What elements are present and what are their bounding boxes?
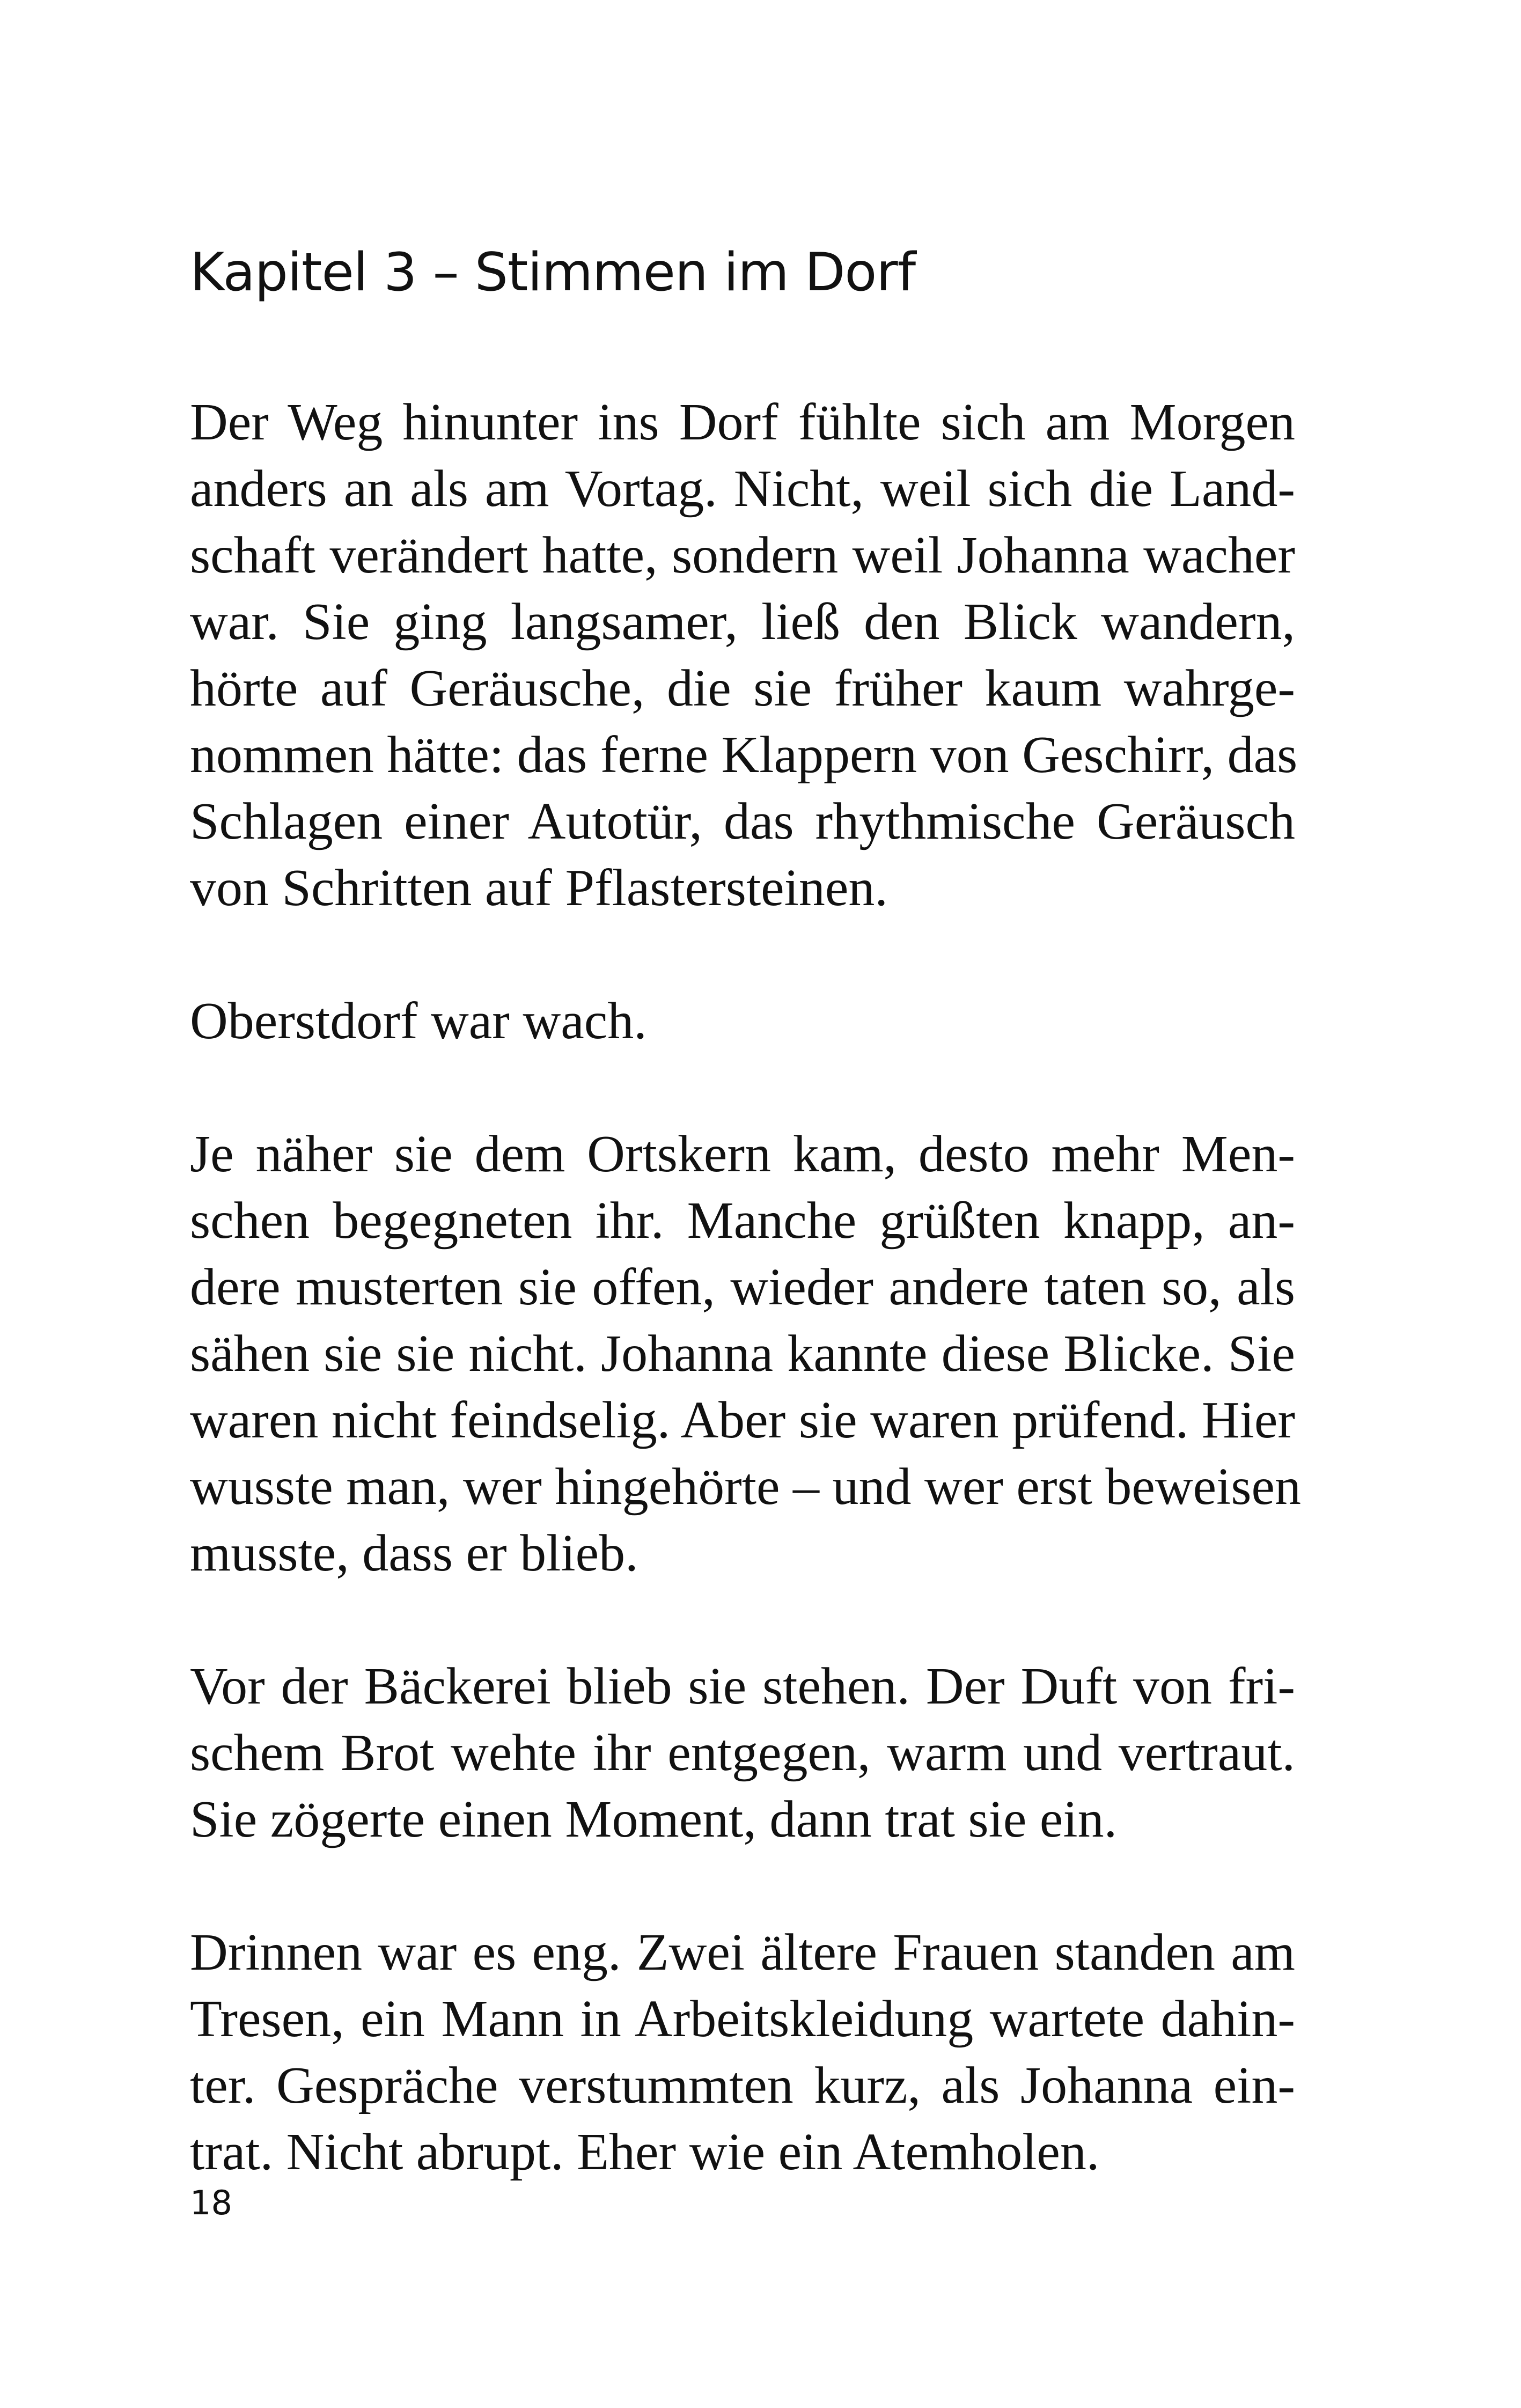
text-line: von Schritten auf Pflastersteinen. [190,859,888,917]
paragraph-2 [190,988,1295,1054]
text-line: Oberstdorf war wach. [190,992,647,1050]
text-line: trat. Nicht abrupt. Eher wie ein Atemholen. [190,2123,1100,2181]
text-line: sähen sie sie nicht. Johanna kannte diese Blicke. Sie [190,1325,1295,1383]
text-line: schem Brot wehte ihr entgegen, warm und vertraut. [190,1724,1295,1782]
text-line: ter. Gespräche verstummten kurz, als Johanna ein- [190,2057,1295,2115]
text-line: schaft verändert hatte, sondern weil Johanna wacher [190,526,1295,584]
body-text [190,389,1302,2252]
text-line: nommen hätte: das ferne Klappern von Geschirr, das [190,726,1298,784]
text-line: war. Sie ging langsamer, ließ den Blick wandern, [190,593,1295,651]
paragraph-4 [190,1653,1295,1853]
text-line: musste, dass er blieb. [190,1524,638,1582]
text-line: Schlagen einer Autotür, das rhythmische Geräusch [190,792,1295,850]
text-line: hörte auf Geräusche, die sie früher kaum wahrge- [190,659,1295,717]
text-line: dere musterten sie offen, wieder andere taten so, als [190,1258,1295,1316]
text-line: wusste man, wer hingehörte – und wer erst beweisen [190,1458,1302,1516]
text-line: Der Weg hinunter ins Dorf fühlte sich am Morgen [190,393,1295,451]
text-line: schen begegneten ihr. Manche grüßten knapp, an- [190,1192,1295,1250]
text-line: Drinnen war es eng. Zwei ältere Frauen standen am [190,1924,1295,1981]
text-line: anders an als am Vortag. Nicht, weil sich die Land- [190,460,1295,518]
text-line: Tresen, ein Mann in Arbeitskleidung wartete dahin- [190,1990,1295,2048]
paragraph-1 [190,389,1298,921]
text-line: Je näher sie dem Ortskern kam, desto mehr Men- [190,1125,1295,1183]
text-line: Vor der Bäckerei blieb sie stehen. Der Duft von fri- [190,1657,1295,1715]
text-line: waren nicht feindselig. Aber sie waren prüfend. Hier [190,1391,1295,1449]
chapter-title: Kapitel 3 – Stimmen im Dorf [190,242,916,303]
page-number: 18 [190,2183,232,2222]
text-line: Sie zögerte einen Moment, dann trat sie ein. [190,1790,1118,1848]
paragraph-5 [190,1919,1295,2185]
paragraph-3 [190,1121,1302,1587]
